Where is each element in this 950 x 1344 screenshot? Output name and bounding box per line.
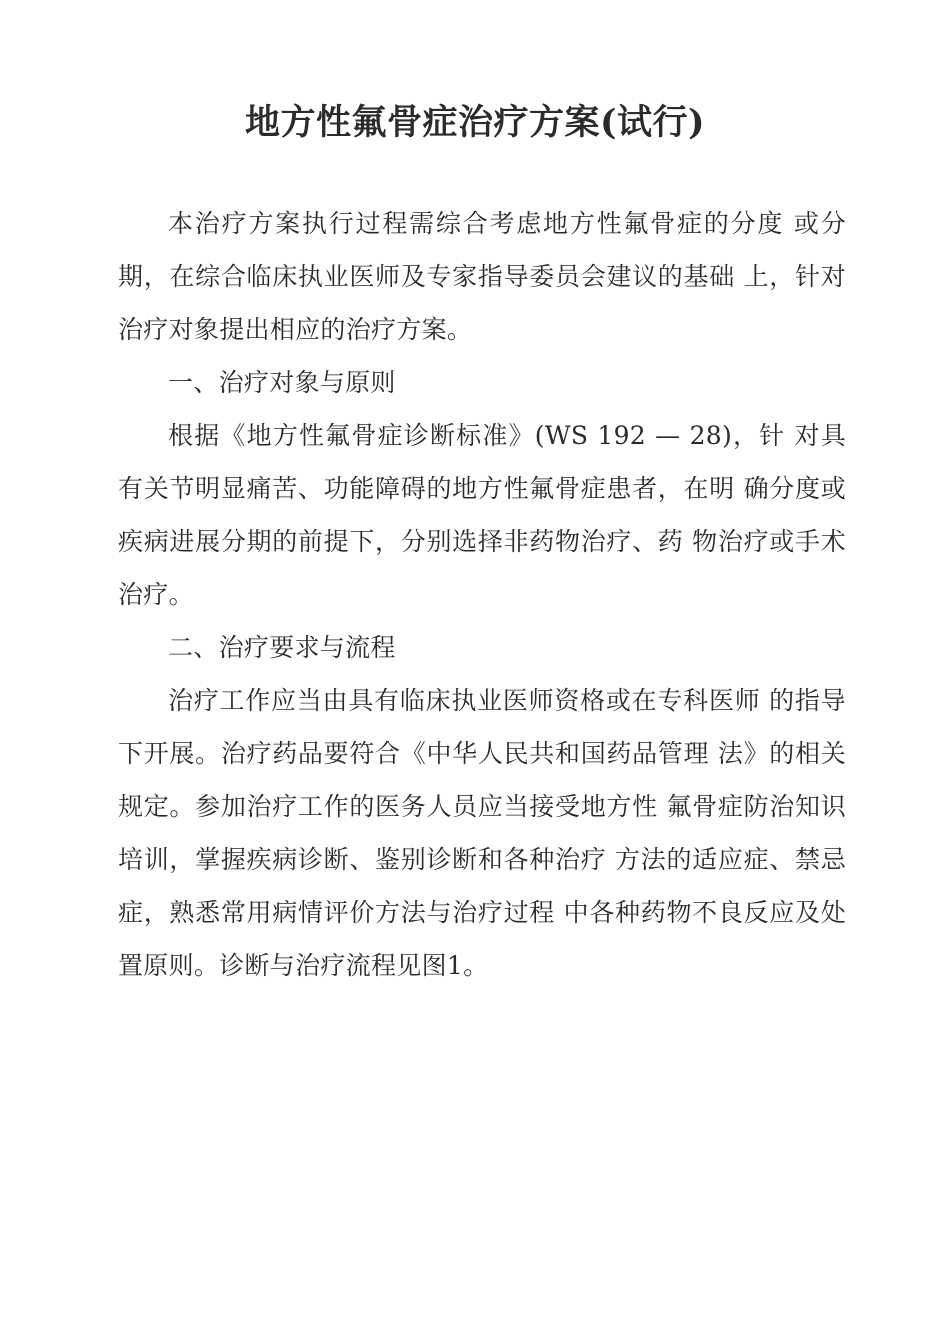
paragraph-section-1: 根据《地方性氟骨症诊断标准》(WS 192 — 28)，针 对具有关节明显痛苦、功能障碍的地方性氟骨症患者，在明 确分度或疾病进展分期的前提下，分别选择非药物治疗、药 物治疗或手术治疗。	[118, 421, 846, 609]
section-heading-1: 一、治疗对象与原则	[168, 368, 396, 397]
paragraph-intro: 本治疗方案执行过程需综合考虑地方性氟骨症的分度 或分期，在综合临床执业医师及专家指导委员会建议的基础 上，针对治疗对象提出相应的治疗方案。	[118, 209, 846, 344]
document-title: 地方性氟骨症治疗方案(试行)	[244, 102, 706, 144]
paragraph-section-2: 治疗工作应当由具有临床执业医师资格或在专科医师 的指导下开展。治疗药品要符合《中华人民共和国药品管理 法》的相关规定。参加治疗工作的医务人员应当接受地方性 氟骨症防治知识培训，掌握疾病诊断、鉴别诊断和各种治疗 方法的适应症、禁忌症，熟悉常用病情评价方法与治疗过程 中各种药物不良反应及处置原则。诊断与治疗流程见图1。	[118, 686, 846, 980]
document-body	[118, 197, 846, 992]
section-heading-2: 二、治疗要求与流程	[168, 633, 396, 662]
